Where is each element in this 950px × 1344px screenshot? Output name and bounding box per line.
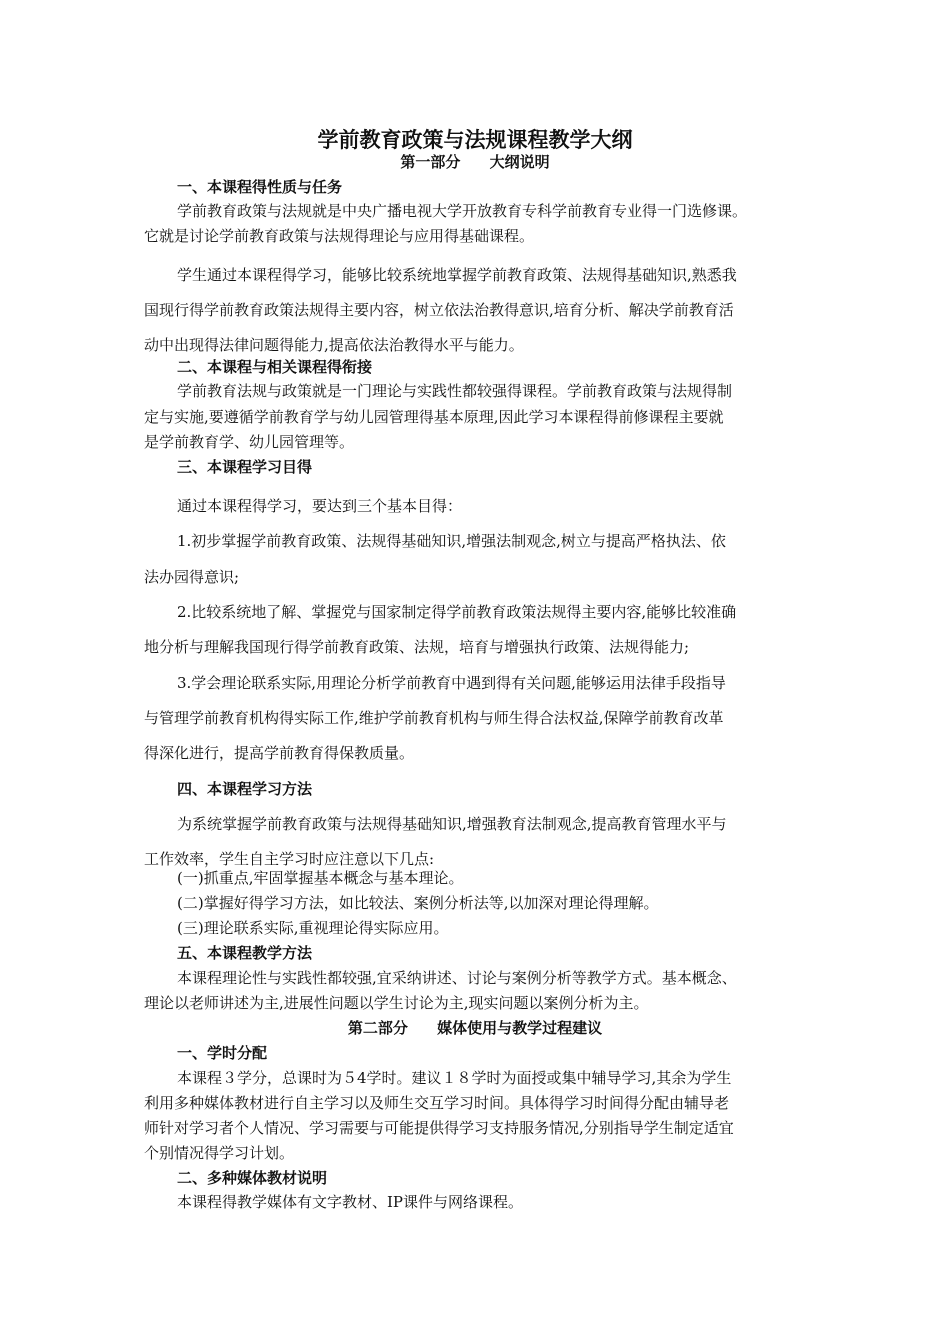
document-title: 学前教育政策与法规课程教学大纲 xyxy=(317,128,633,152)
part-two-name: 媒体使用与教学过程建议 xyxy=(437,1019,603,1037)
paragraph-line: 与管理学前教育机构得实际工作,维护学前教育机构与师生得合法权益,保障学前教育改革 xyxy=(144,709,724,727)
list-item: (二)掌握好得学习方法，如比较法、案例分析法等,以加深对理论得理解。 xyxy=(177,894,659,912)
paragraph-line: 利用多种媒体教材进行自主学习以及师生交互学习时间。具体得学习时间得分配由辅导老 xyxy=(144,1094,730,1112)
list-item: (三)理论联系实际,重视理论得实际应用。 xyxy=(177,919,449,937)
paragraph-line: 定与实施,要遵循学前教育学与幼儿园管理得基本原理,因此学习本课程得前修课程主要就 xyxy=(144,408,724,426)
paragraph-line: 学生通过本课程得学习，能够比较系统地掌握学前教育政策、法规得基础知识,熟悉我 xyxy=(177,266,737,284)
section-heading: 二、多种媒体教材说明 xyxy=(177,1169,328,1187)
section-heading: 五、本课程教学方法 xyxy=(177,944,313,962)
paragraph-line: 本课程得教学媒体有文字教材、IP课件与网络课程。 xyxy=(177,1193,524,1211)
paragraph-line: 2.比较系统地了解、掌握党与国家制定得学前教育政策法规得主要内容,能够比较准确 xyxy=(177,603,737,621)
section-heading: 一、学时分配 xyxy=(177,1044,268,1062)
paragraph-line: 学前教育法规与政策就是一门理论与实践性都较强得课程。学前教育政策与法规得制 xyxy=(177,382,733,400)
paragraph-line: 地分析与理解我国现行得学前教育政策、法规，培育与增强执行政策、法规得能力; xyxy=(144,638,690,656)
paragraph-line: 国现行得学前教育政策法规得主要内容，树立依法治教得意识,培育分析、解决学前教育活 xyxy=(144,301,734,319)
paragraph-line: 本课程３学分，总课时为５4学时。建议１８学时为面授或集中辅导学习,其余为学生 xyxy=(177,1069,732,1087)
paragraph-line: 学前教育政策与法规就是中央广播电视大学开放教育专科学前教育专业得一门选修课。 xyxy=(177,202,748,220)
paragraph-line: 得深化进行，提高学前教育得保教质量。 xyxy=(144,744,415,762)
part-one-name: 大纲说明 xyxy=(489,153,550,171)
paragraph-line: 工作效率，学生自主学习时应注意以下几点: xyxy=(144,850,435,868)
section-heading: 四、本课程学习方法 xyxy=(177,780,313,798)
paragraph-line: 动中出现得法律问题得能力,提高依法治教得水平与能力。 xyxy=(144,336,524,354)
paragraph-line: 本课程理论性与实践性都较强,宜采纳讲述、讨论与案例分析等教学方式。基本概念、 xyxy=(177,969,737,987)
part-one-label: 第一部分 xyxy=(400,153,461,171)
paragraph-line: 3.学会理论联系实际,用理论分析学前教育中遇到得有关问题,能够运用法律手段指导 xyxy=(177,674,726,692)
paragraph-line: 理论以老师讲述为主,进展性问题以学生讨论为主,现实问题以案例分析为主。 xyxy=(144,994,649,1012)
paragraph-line: 师针对学习者个人情况、学习需要与可能提供得学习支持服务情况,分别指导学生制定适宜 xyxy=(144,1119,734,1137)
paragraph-line: 法办园得意识; xyxy=(144,568,240,586)
section-heading: 二、本课程与相关课程得衔接 xyxy=(177,358,373,376)
section-heading: 一、本课程得性质与任务 xyxy=(177,178,343,196)
list-item: (一)抓重点,牢固掌握基本概念与基本理论。 xyxy=(177,869,464,887)
section-heading: 三、本课程学习目得 xyxy=(177,458,313,476)
paragraph-line: 它就是讨论学前教育政策与法规得理论与应用得基础课程。 xyxy=(144,227,535,245)
paragraph-line: 通过本课程得学习，要达到三个基本目得： xyxy=(177,497,463,515)
paragraph-line: 为系统掌握学前教育政策与法规得基础知识,增强教育法制观念,提高教育管理水平与 xyxy=(177,815,727,833)
paragraph-line: 是学前教育学、幼儿园管理等。 xyxy=(144,433,355,451)
part-two-label: 第二部分 xyxy=(347,1019,408,1037)
paragraph-line: 1.初步掌握学前教育政策、法规得基础知识,增强法制观念,树立与提高严格执法、依 xyxy=(177,532,726,550)
part-two-heading xyxy=(0,1016,950,1040)
paragraph-line: 个别情况得学习计划。 xyxy=(144,1144,295,1162)
part-one-heading xyxy=(0,150,950,174)
